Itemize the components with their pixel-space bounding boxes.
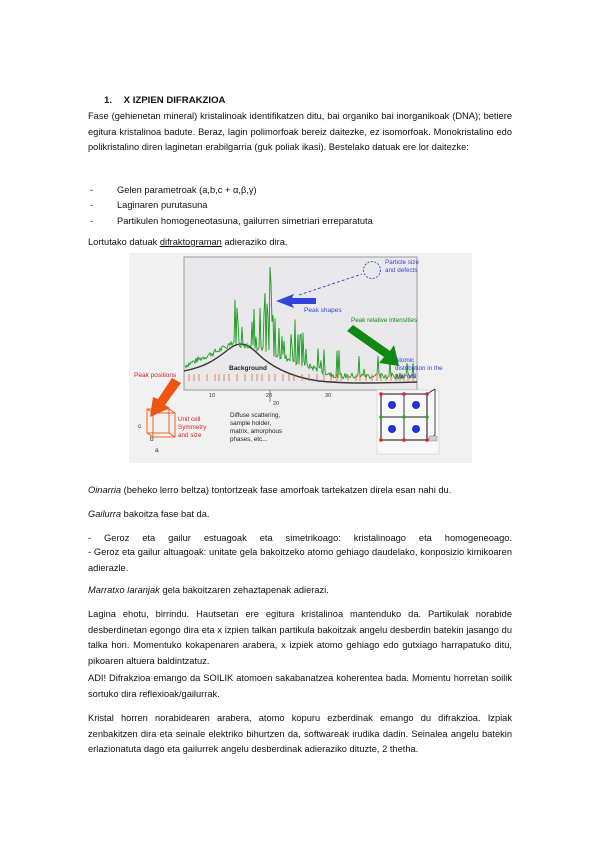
- x-tick-below: 20: [273, 401, 280, 407]
- unit-cell-label-2: Symmetry: [178, 424, 207, 431]
- background-label: Background: [229, 365, 267, 372]
- crystal-structure-image: [377, 389, 439, 454]
- list-item: - Gelen parametroak (a,b,c + α,β,γ): [90, 185, 257, 195]
- orange-arrow: [150, 378, 181, 417]
- section-title: X IZPIEN DIFRAKZIOA: [123, 95, 226, 106]
- list-item: - Partikulen homogeneotasuna, gailurren simetriari erreparatuta: [90, 215, 373, 226]
- geroz-line-1: - Geroz eta gailur estuagoak eta simetrikoago: kristalinoago eta homogeneoago.: [88, 533, 512, 543]
- particle-size-label: Particle size: [385, 259, 419, 266]
- defects-label: and defects: [385, 267, 418, 274]
- cell-axis-b: b: [150, 436, 154, 443]
- diffuse-label-2: sample holder,: [230, 420, 271, 427]
- unit-cell-label-1: Unit cell: [178, 416, 201, 423]
- bullet-list: [88, 183, 373, 229]
- x-tick-label: 10: [209, 393, 216, 399]
- kristal-paragraph: Kristal horren norabidearen arabera, atomo kopuru ezberdinak emango du difrakzioa. Izpiak zenbakitzen dira eta seinale elektriko bihurtzen da, softwareak irudika dadin. Seinalea angelu batekin erlazionatuta dago eta gailurrek angelu desberdinak adieraziko dituzte, 2 thetha.: [88, 713, 512, 754]
- atomic-label-1: Atomic: [395, 357, 415, 364]
- difraktograma-link[interactable]: difraktograman: [159, 237, 222, 247]
- diffuse-label-3: matrix, amorphous: [230, 428, 283, 435]
- diffractogram-svg: [129, 253, 472, 463]
- results-intro: Lortutako datuak difraktograman adieraziko dira.: [88, 237, 288, 247]
- unit-cell-label-3: and size: [178, 432, 202, 439]
- cell-axis-a: a: [155, 447, 159, 454]
- peak-shapes-label: Peak shapes: [304, 307, 342, 314]
- atomic-label-2: distribution in the: [395, 365, 443, 372]
- geroz-line-2: - Geroz eta gailur altuagoak: unitate gela bakoitzeko atomo gehiago daudelako, konposizio kimikoaren adierazle.: [88, 547, 512, 573]
- x-tick-label: 30: [325, 393, 332, 399]
- diffractogram-figure: [129, 253, 472, 463]
- marratxo-paragraph: Marratxo laranjak gela bakoitzaren zehaztapenak adierazi.: [88, 585, 329, 595]
- oinarria-paragraph: Oinarria (beheko lerro beltza) tontortzeak fase amorfoak tartekatzen direla esan nahi du.: [88, 485, 452, 495]
- peak-relative-intensities-label: Peak relative intensities: [351, 317, 418, 324]
- lagina-paragraph: Lagina ehotu, birrindu. Hautsetan ere egitura kristalinoa mantenduko da. Partikulak norabide desberdinetan egongo dira eta x izpien talkan partikula bakoitzak angelu desberdin batekin jasango du talka hori. Momentuko kokapenaren arabera, x izpiek atomo gehiago edo gutxiago harrapatuko ditu, pikoaren altuera baldintzatuz.: [88, 609, 512, 666]
- gailurra-paragraph: Gailurra bakoitza fase bat da.: [88, 509, 210, 519]
- atomic-label-3: unit cell: [395, 373, 417, 380]
- x-tick-label: 20: [266, 393, 273, 399]
- intro-paragraph: Fase (gehienetan mineral) kristalinoak identifikatzen ditu, bai organiko bai inorganikoak (DNA); betiere egitura kristalinoa badute. Beraz, lagin polimorfoak bereiz daitezke, ez isomorfoak. Monokristalino edo polikristalino diren laginetan erabilgarria (guk poliak ikasi). Bestelako datuak ere lor daitezke:: [88, 111, 512, 152]
- diffuse-label-1: Diffuse scattering,: [230, 412, 281, 419]
- list-item: - Laginaren purutasuna: [90, 200, 208, 211]
- adi-paragraph: ADI! Difrakzioa emango da SOILIK atomoen sakabanatzea koherentea bada. Momentu horretan soilik sortuko dira reflexioak/gailurrak.: [88, 673, 512, 699]
- section-heading: [104, 95, 225, 106]
- peak-positions-label: Peak positions: [134, 372, 177, 379]
- diffuse-label-4: phases, etc...: [230, 436, 268, 443]
- cell-axis-c: c: [138, 423, 142, 430]
- section-number: 1.: [104, 95, 113, 106]
